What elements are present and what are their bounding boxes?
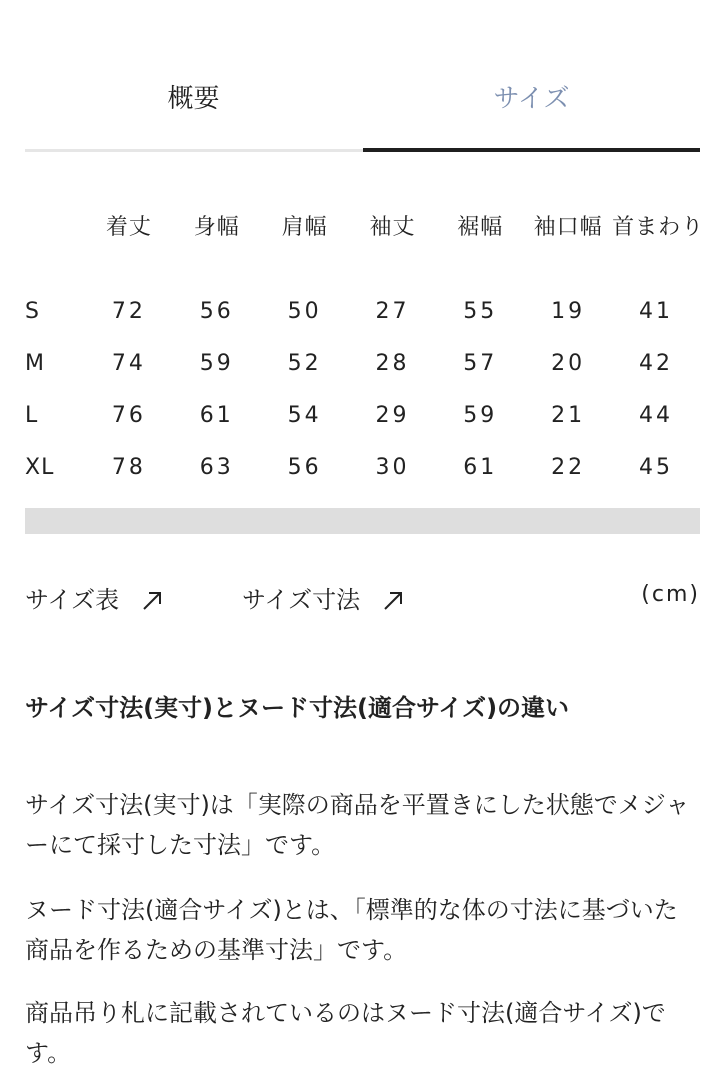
size-chart-label: サイズ表 <box>25 586 120 614</box>
table-cell: 78 <box>111 454 146 480</box>
table-header-size <box>25 195 85 255</box>
size-info-paragraph: ヌード寸法(適合サイズ)とは、「標準的な体の寸法に基づいた商品を作るための基準寸法」です。 <box>25 896 678 964</box>
size-info-paragraph: サイズ寸法(実寸)は「実際の商品を平置きにした状態でメジャーにて採寸した寸法」です。 <box>25 791 690 859</box>
table-cell: 27 <box>375 298 410 324</box>
size-label: M <box>25 350 45 376</box>
size-links <box>25 580 700 620</box>
table-cell: 56 <box>199 298 234 324</box>
tab-size[interactable]: サイズ <box>493 84 570 114</box>
table-header: 肩幅 <box>281 214 328 240</box>
tab-bar <box>25 60 700 154</box>
table-cell: 55 <box>463 298 498 324</box>
table-row <box>25 255 700 337</box>
table-header: 裾幅 <box>457 214 504 240</box>
size-info-title: サイズ寸法(実寸)とヌード寸法(適合サイズ)の違い <box>25 694 570 722</box>
table-cell: 19 <box>551 298 586 324</box>
size-info-paragraph: 商品吊り札に記載されているのはヌード寸法(適合サイズ)です。 <box>25 999 666 1067</box>
tab-overview[interactable]: 概要 <box>167 84 220 114</box>
table-cell: 30 <box>375 454 410 480</box>
size-label: L <box>25 402 39 428</box>
table-header: 身幅 <box>193 214 240 240</box>
table-cell: 54 <box>287 402 322 428</box>
table-cell: 22 <box>551 454 586 480</box>
table-cell: 63 <box>199 454 234 480</box>
table-cell: 28 <box>375 350 410 376</box>
table-cell: 56 <box>287 454 322 480</box>
external-arrow-icon <box>141 590 163 612</box>
tab-divider <box>25 149 363 152</box>
table-cell: 59 <box>199 350 234 376</box>
size-label: XL <box>25 454 55 480</box>
table-header: 袖丈 <box>369 214 416 240</box>
external-arrow-icon <box>382 590 404 612</box>
table-cell: 50 <box>287 298 322 324</box>
table-cell: 72 <box>111 298 146 324</box>
divider-bar <box>25 508 700 534</box>
table-cell: 61 <box>199 402 234 428</box>
table-cell: 42 <box>639 350 674 376</box>
table-cell: 29 <box>375 402 410 428</box>
size-label: S <box>25 298 40 324</box>
active-tab-indicator <box>363 148 700 152</box>
table-header: 首まわり <box>612 214 705 240</box>
table-header-row <box>25 195 700 255</box>
table-cell: 44 <box>639 402 674 428</box>
size-dimensions-label: サイズ寸法 <box>242 586 361 614</box>
table-cell: 20 <box>551 350 586 376</box>
table-cell: 61 <box>463 454 498 480</box>
table-row <box>25 389 700 441</box>
table-cell: 45 <box>639 454 674 480</box>
table-row <box>25 441 700 493</box>
table-cell: 76 <box>111 402 146 428</box>
table-cell: 74 <box>111 350 146 376</box>
table-cell: 41 <box>639 298 674 324</box>
table-cell: 52 <box>287 350 322 376</box>
table-cell: 21 <box>551 402 586 428</box>
table-cell: 57 <box>463 350 498 376</box>
size-table <box>25 195 705 493</box>
size-chart-link[interactable] <box>25 580 163 615</box>
table-header: 袖口幅 <box>533 214 603 240</box>
size-dimensions-link[interactable] <box>242 580 404 615</box>
table-row <box>25 337 700 389</box>
table-cell: 59 <box>463 402 498 428</box>
unit-label: (cm) <box>641 582 700 607</box>
table-header: 着丈 <box>105 214 152 240</box>
